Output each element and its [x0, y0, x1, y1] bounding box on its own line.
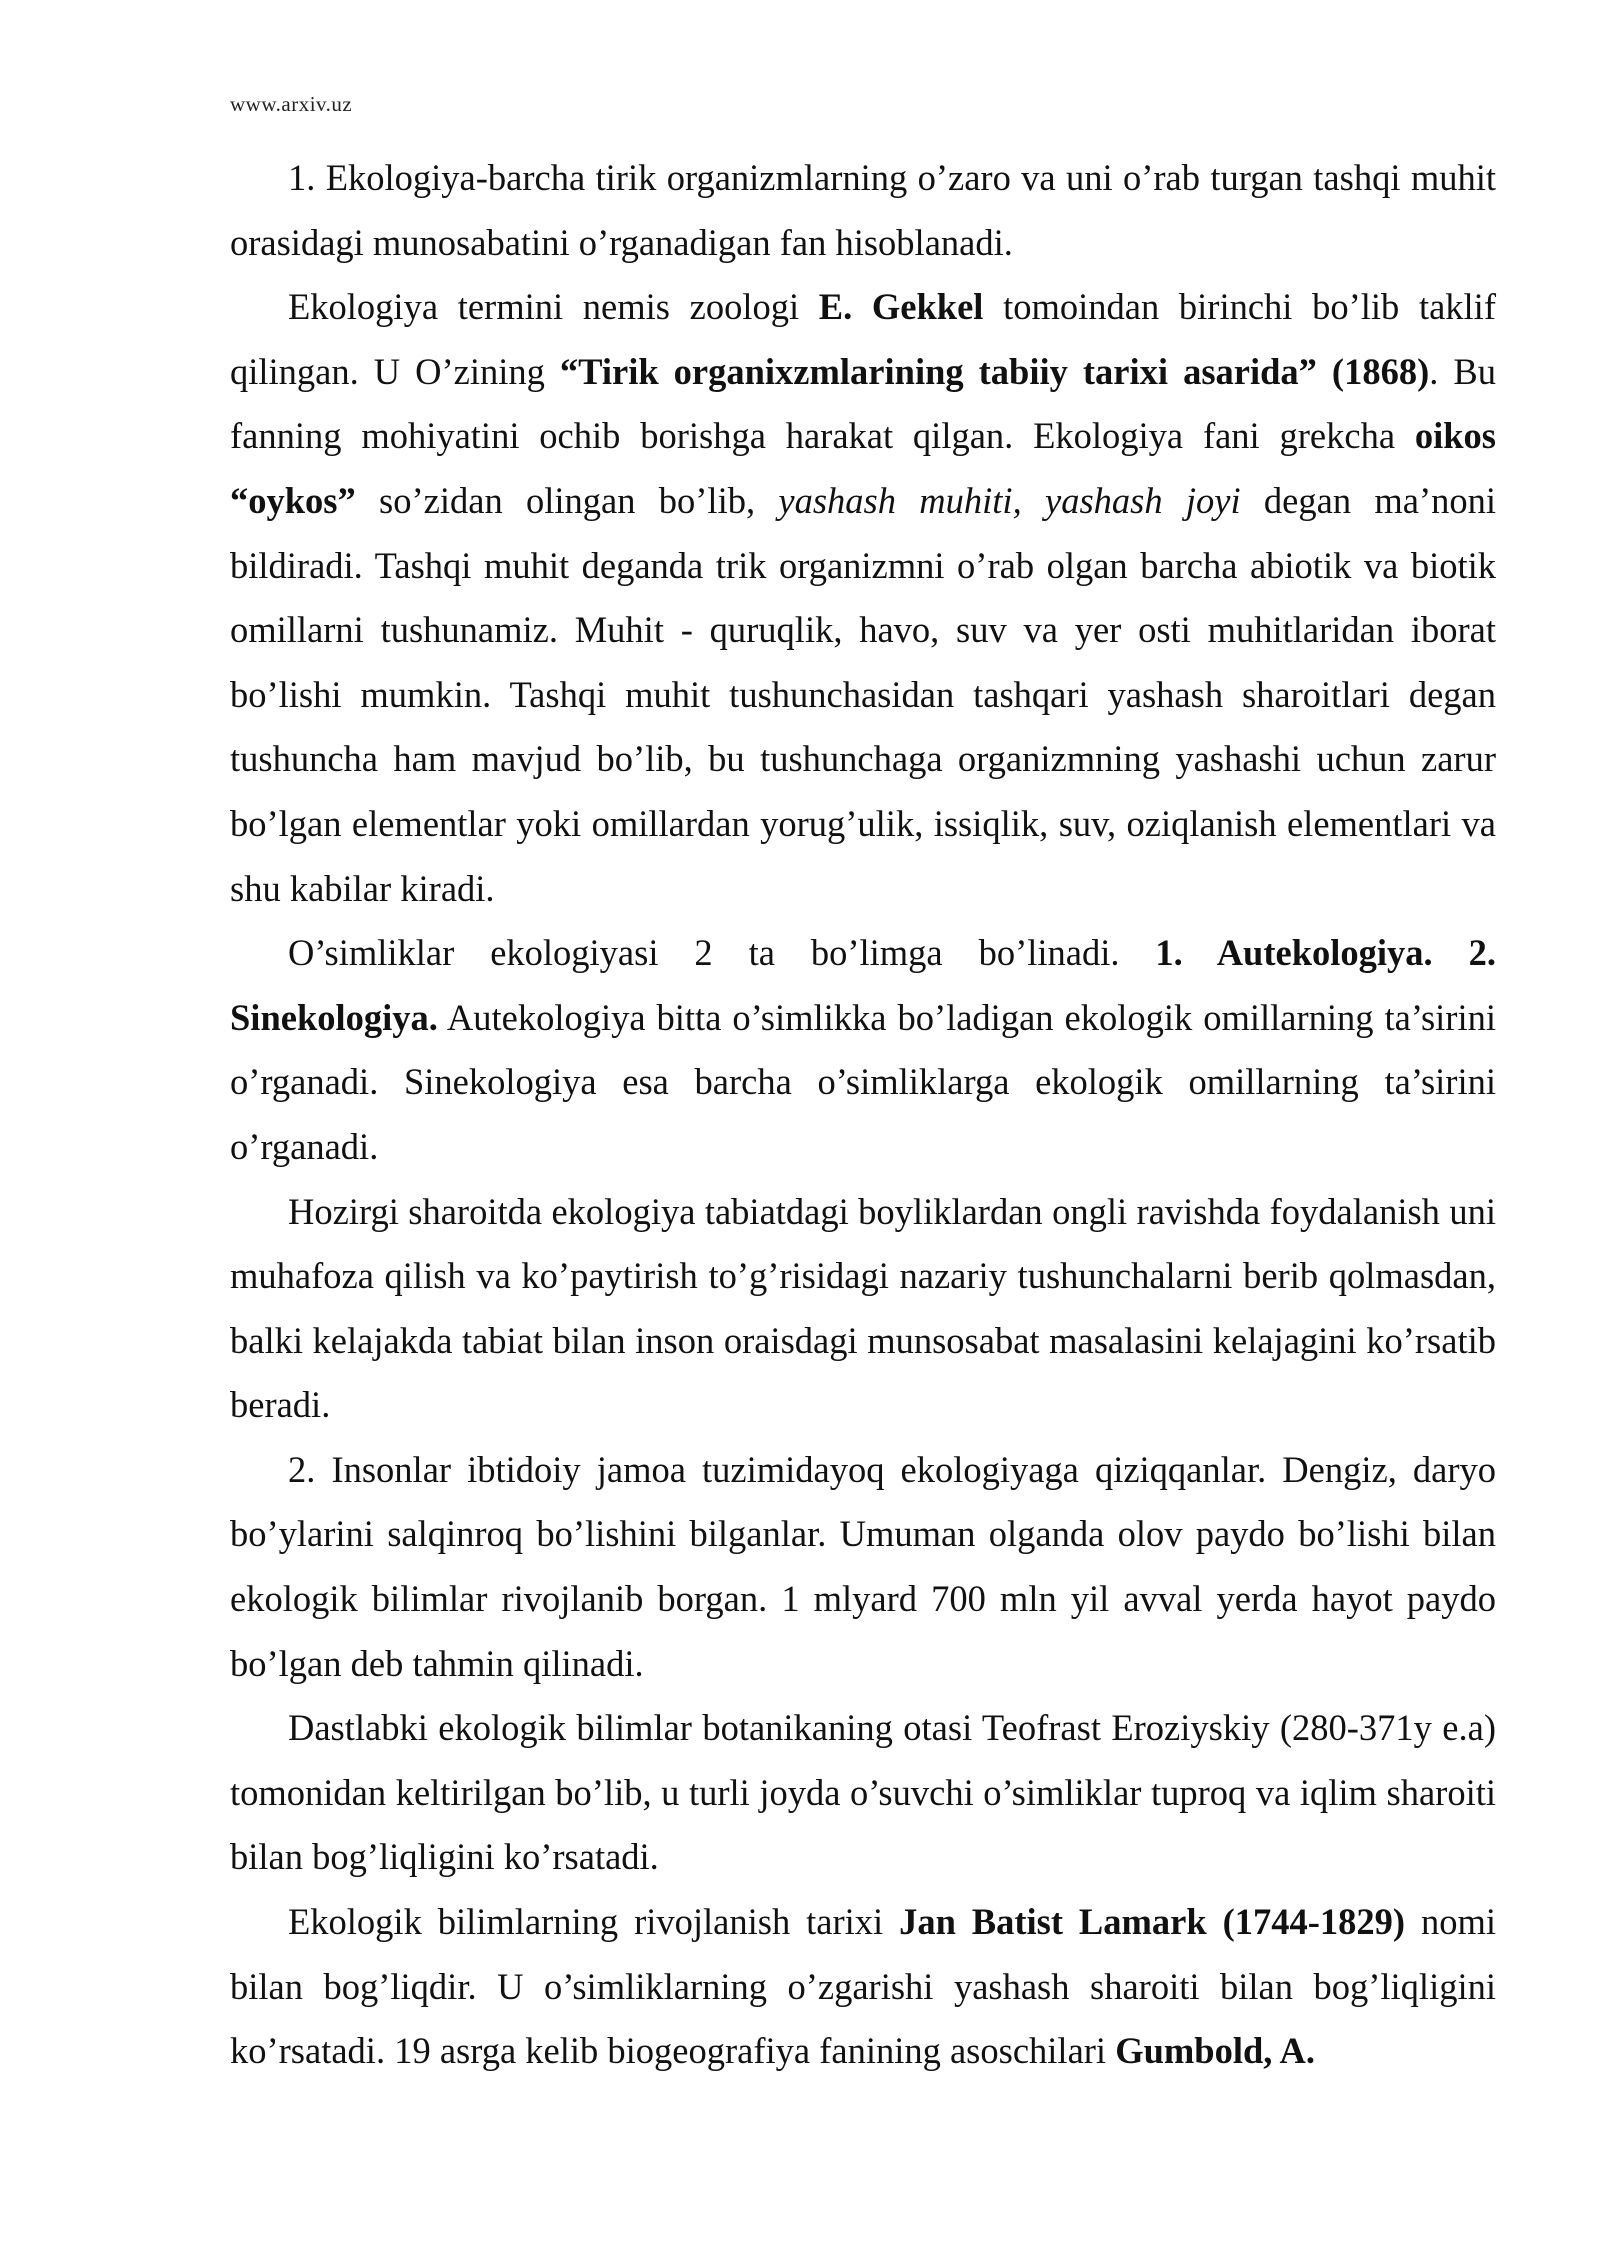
document-body: [230, 146, 1496, 2084]
bold-text: Jan Batist Lamark (1744-1829): [899, 1901, 1406, 1943]
paragraph: [230, 921, 1496, 1179]
bold-text: “Tirik organixzmlarining tabiiy tarixi asarida” (1868): [559, 350, 1430, 392]
paragraph: [230, 1438, 1496, 1696]
paragraph: [230, 1180, 1496, 1438]
text-run: 2. Insonlar ibtidoiy jamoa tuzimidayoq ekologiyaga qiziqqanlar. Dengiz, daryo bo’ylarini salqinroq bo’lishini bilganlar. Umuman olganda olov paydo bo’lishi bilan ekologik bilimlar rivojlanib borgan. 1 mlyard 700 mln yil avval yerda hayot paydo bo’lgan deb tahmin qilinadi.: [230, 1448, 1496, 1684]
bold-text: 1. Autekologiya. 2. Sinekologiya.: [230, 932, 1496, 1038]
text-run: 1. Ekologiya-barcha tirik organizmlarning o’zaro va uni o’rab turgan tashqi muhit orasidagi munosabatini o’rganadigan fan hisoblanadi.: [230, 157, 1496, 263]
page-header: www.arxiv.uz: [230, 92, 353, 116]
text-run: tomoindan birinchi bo’lib taklif qilingan. U O’zining: [230, 286, 1496, 392]
paragraph: [230, 275, 1496, 921]
text-run: Hozirgi sharoitda ekologiya tabiatdagi boyliklardan ongli ravishda foydalanish uni muhafoza qilish va ko’paytirish to’g’risidagi nazariy tushunchalarni berib qolmasdan, balki kelajakda tabiat bilan inson oraisdagi munsosabat masalasini kelajagini ko’rsatib beradi.: [230, 1190, 1496, 1426]
text-run: nomi bilan bog’liqdir. U o’simliklarning o’zgarishi yashash sharoiti bilan bog’liqligini ko’rsatadi. 19 asrga kelib biogeografiya fanining asoschilari: [230, 1901, 1496, 2072]
text-run: so’zidan olingan bo’lib,: [355, 479, 779, 521]
text-run: degan ma’noni bildiradi. Tashqi muhit deganda trik organizmni o’rab olgan barcha abiotik va biotik omillarni tushunamiz. Muhit - quruqlik, havo, suv va yer osti muhitlaridan iborat bo’lishi mumkin. Tashqi muhit tushunchasidan tashqari yashash sharoitlari degan tushuncha ham mavjud bo’lib, bu tushunchaga organizmning yashashi uchun zarur bo’lgan elementlar yoki omillardan yorug’ulik, issiqlik, suv, oziqlanish elementlari va shu kabilar kiradi.: [230, 479, 1496, 909]
text-run: Ekologik bilimlarning rivojlanish tarixi: [288, 1901, 900, 1943]
text-run: . Bu fanning mohiyatini ochib borishga harakat qilgan. Ekologiya fani grekcha: [230, 350, 1496, 457]
bold-text: oikos “oykos”: [230, 415, 1496, 521]
paragraph: [230, 1696, 1496, 1890]
bold-text: E. Gekkel: [818, 286, 984, 328]
paragraph: [230, 1890, 1496, 2084]
paragraph: [230, 146, 1496, 275]
text-run: Dastlabki ekologik bilimlar botanikaning otasi Teofrast Eroziyskiy (280-371y e.a) tomonidan keltirilgan bo’lib, u turli joyda o’suvchi o’simliklar tuproq va iqlim sharoiti bilan bog’liqligini ko’rsatadi.: [230, 1707, 1496, 1878]
text-run: Ekologiya termini nemis zoologi: [288, 286, 819, 328]
text-run: Autekologiya bitta o’simlikka bo’ladigan ekologik omillarning ta’sirini o’rganadi. Sinekologiya esa barcha o’simliklarga ekologik omillarning ta’sirini o’rganadi.: [230, 996, 1496, 1167]
italic-text: yashash muhiti, yashash joyi: [778, 479, 1241, 521]
text-run: O’simliklar ekologiyasi 2 ta bo’limga bo’linadi.: [288, 932, 1156, 974]
bold-text: Gumbold, A.: [1115, 2030, 1316, 2072]
